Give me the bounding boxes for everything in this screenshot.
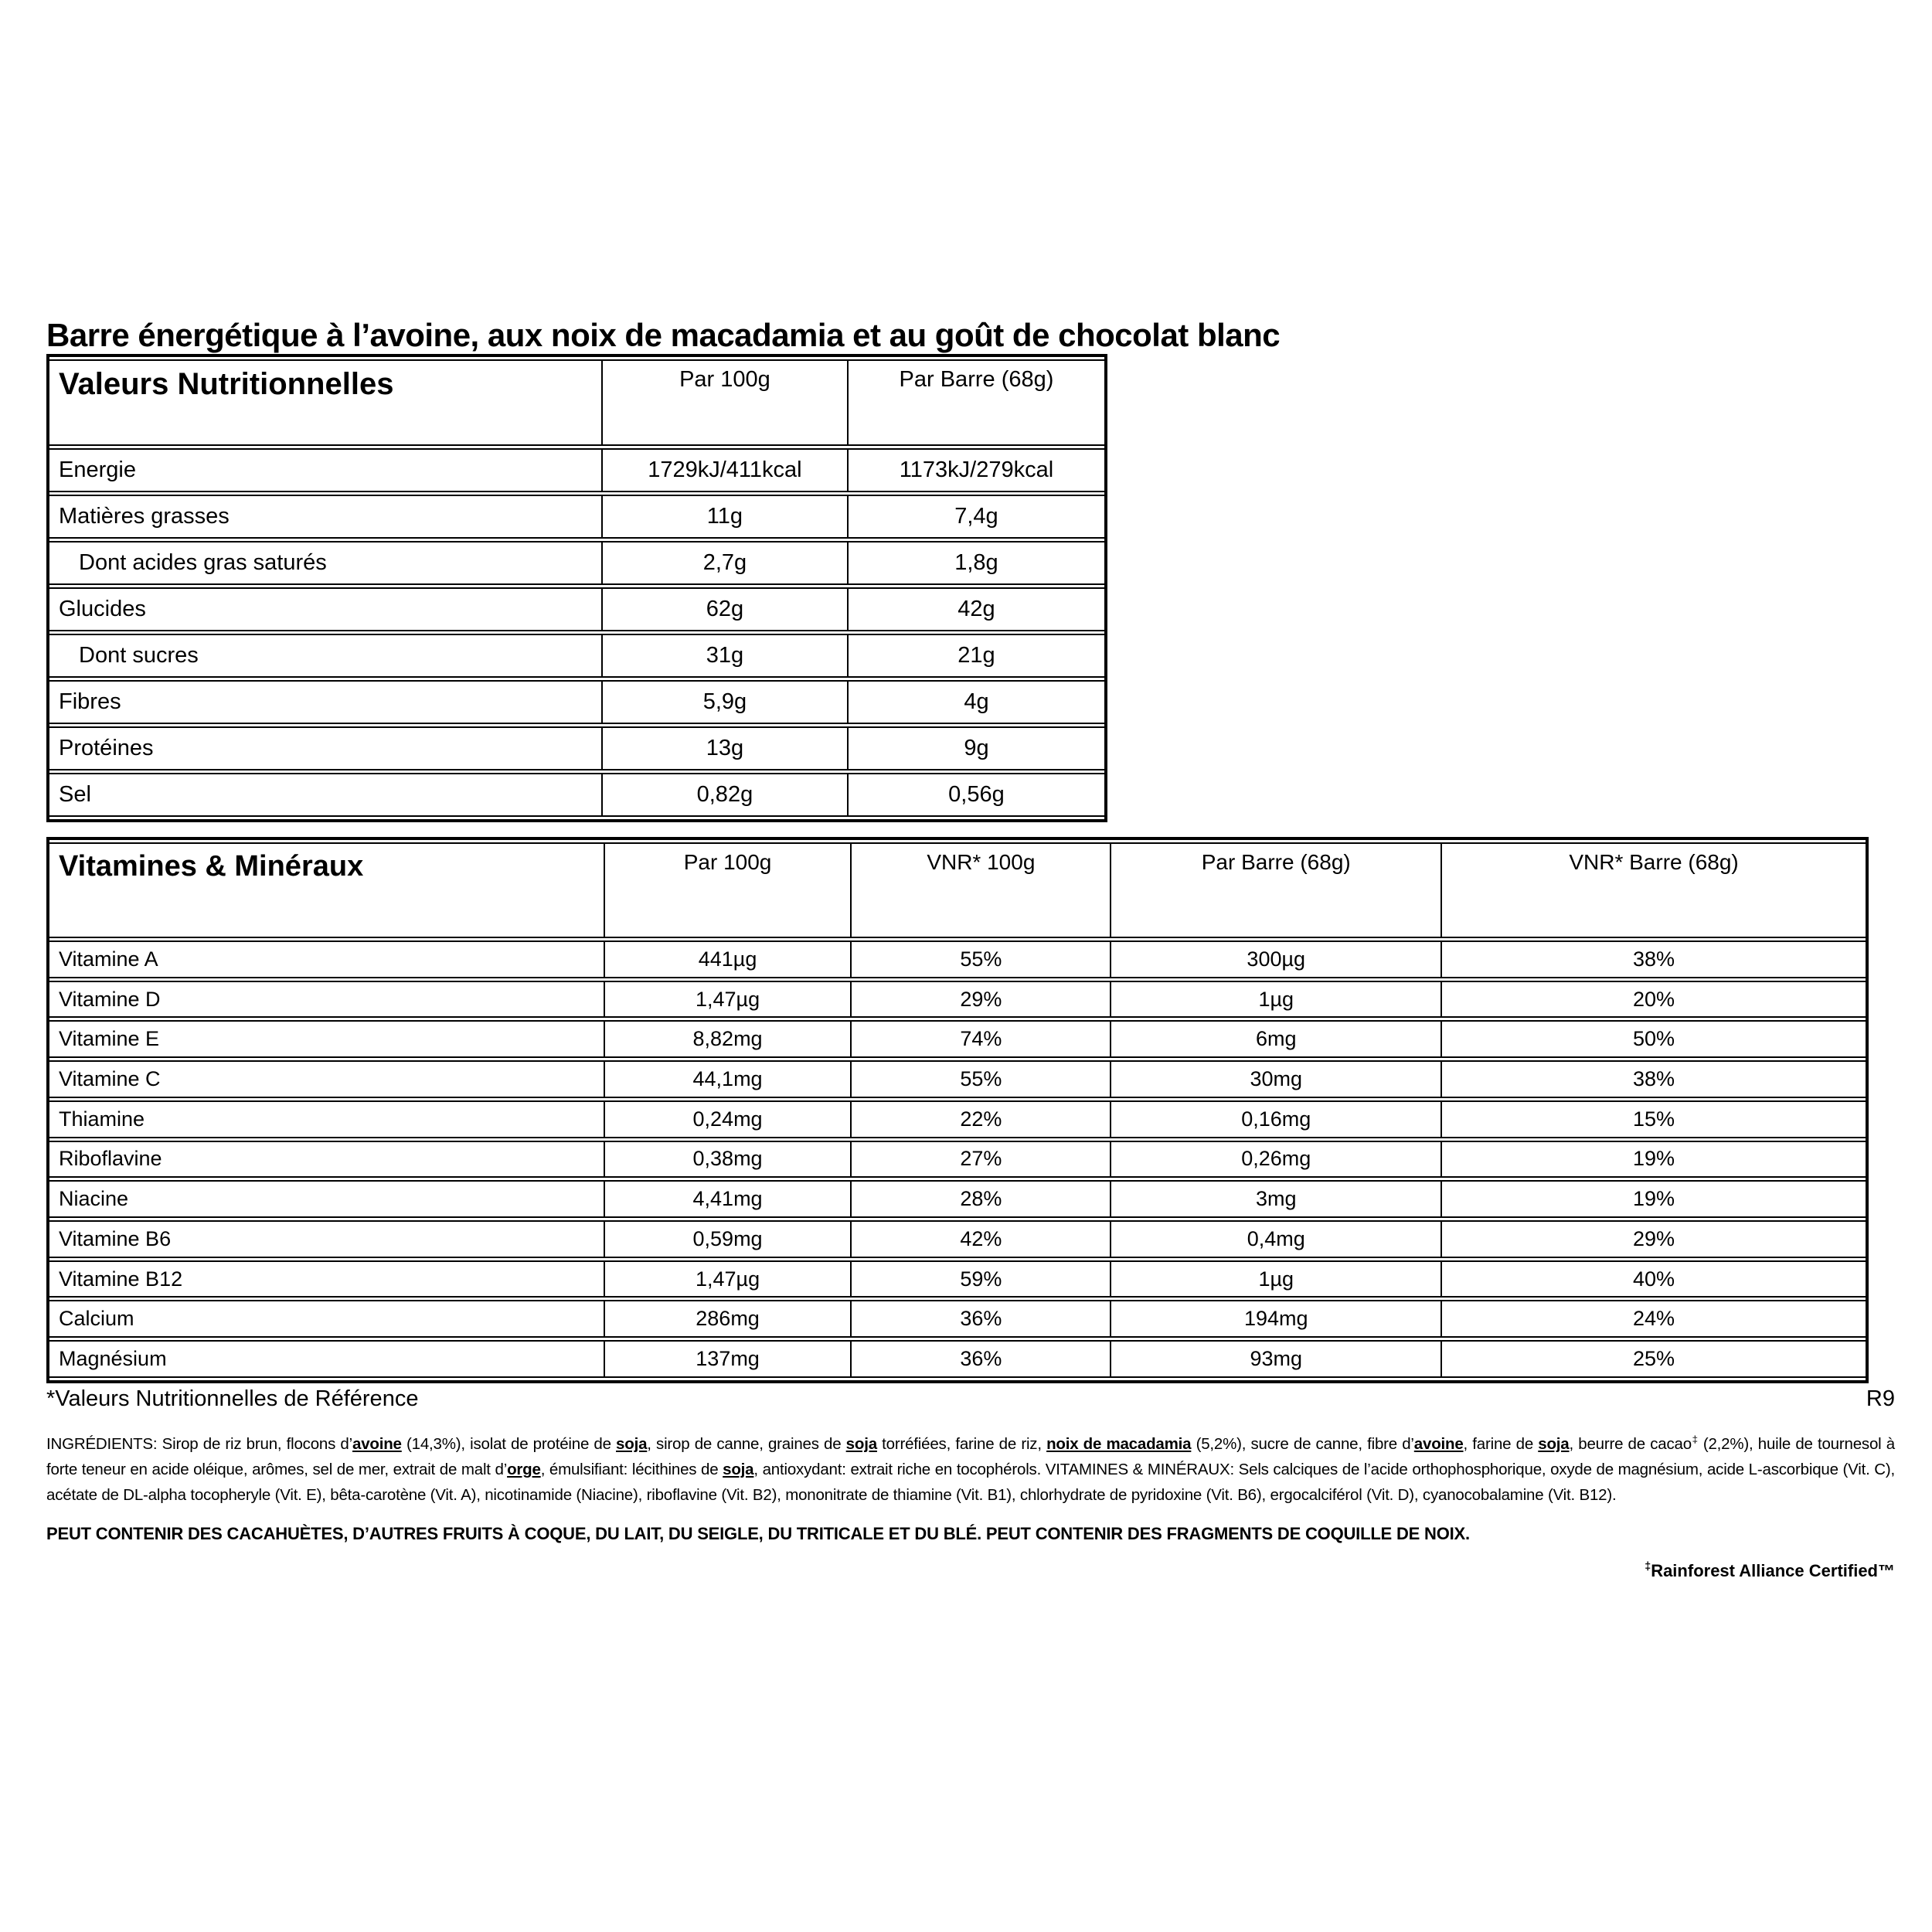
ingredient-allergen: soja bbox=[616, 1435, 648, 1453]
row-label: Vitamine A bbox=[49, 940, 604, 978]
ingredient-allergen: avoine bbox=[352, 1435, 402, 1453]
row-value: 59% bbox=[850, 1260, 1110, 1298]
table-row bbox=[49, 1141, 1866, 1179]
row-value: 40% bbox=[1440, 1260, 1866, 1298]
row-value: 4g bbox=[847, 680, 1104, 724]
row-value: 62g bbox=[601, 587, 847, 631]
row-label: Vitamine B12 bbox=[49, 1260, 604, 1298]
table-row bbox=[49, 1060, 1866, 1098]
row-value: 38% bbox=[1440, 1060, 1866, 1098]
ingredients-paragraph bbox=[46, 1432, 1895, 1508]
table-row bbox=[49, 495, 1104, 539]
nutrition-table-title: Valeurs Nutritionnelles bbox=[49, 359, 601, 446]
column-header: VNR* Barre (68g) bbox=[1440, 842, 1866, 938]
row-value: 36% bbox=[850, 1340, 1110, 1378]
vitamins-minerals-table bbox=[46, 837, 1869, 1383]
column-header: Par 100g bbox=[601, 359, 847, 446]
vnr-footnote: *Valeurs Nutritionnelles de Référence bbox=[46, 1386, 419, 1411]
row-value: 137mg bbox=[604, 1340, 851, 1378]
table-row bbox=[49, 541, 1104, 585]
row-value: 1µg bbox=[1110, 1260, 1440, 1298]
ingredients-text: , beurre de cacao bbox=[1569, 1435, 1692, 1453]
ingredients-text: , farine de bbox=[1463, 1435, 1539, 1453]
nutrition-facts-table bbox=[46, 354, 1107, 822]
row-value: 300µg bbox=[1110, 940, 1440, 978]
column-header: VNR* 100g bbox=[850, 842, 1110, 938]
ingredient-allergen: orge bbox=[507, 1460, 541, 1478]
row-value: 0,82g bbox=[601, 773, 847, 817]
ingredients-text: (2,2%), huile de tournesol à forte teneur en acide oléique, arômes, sel de mer, extrait de malt d’ bbox=[46, 1435, 1895, 1478]
row-label: Dont acides gras saturés bbox=[49, 541, 601, 585]
row-label: Vitamine C bbox=[49, 1060, 604, 1098]
row-value: 0,24mg bbox=[604, 1100, 851, 1138]
row-value: 0,59mg bbox=[604, 1220, 851, 1258]
row-value: 441µg bbox=[604, 940, 851, 978]
ingredients-text: , antioxydant: extrait riche en tocophérols. VITAMINES & MINÉRAUX: Sels calciques de l’acide orthophosphorique, oxyde de magnésium, acide L-ascorbique (Vit. C), acétate de DL-alpha tocopheryle (Vit. E), bêta-carotène (Vit. A), nicotinamide (Niacine), riboflavine (Vit. B2), mononitrate de thiamine (Vit. B1), chlorhydrate de pyridoxine (Vit. B6), ergocalciférol (Vit. D), cyanocobalamine (Vit. B12). bbox=[46, 1460, 1896, 1504]
column-header: Par Barre (68g) bbox=[1110, 842, 1440, 938]
row-value: 44,1mg bbox=[604, 1060, 851, 1098]
row-label: Sel bbox=[49, 773, 601, 817]
row-value: 13g bbox=[601, 726, 847, 770]
row-value: 0,56g bbox=[847, 773, 1104, 817]
footnote-row bbox=[46, 1386, 1895, 1412]
vitamins-table-title: Vitamines & Minéraux bbox=[49, 842, 604, 938]
row-label: Calcium bbox=[49, 1300, 604, 1338]
ingredients-text: , émulsifiant: lécithines de bbox=[540, 1460, 723, 1478]
row-value: 0,26mg bbox=[1110, 1141, 1440, 1179]
row-value: 7,4g bbox=[847, 495, 1104, 539]
row-value: 8,82mg bbox=[604, 1020, 851, 1058]
row-value: 9g bbox=[847, 726, 1104, 770]
row-value: 22% bbox=[850, 1100, 1110, 1138]
row-value: 27% bbox=[850, 1141, 1110, 1179]
row-value: 1173kJ/279kcal bbox=[847, 448, 1104, 492]
row-value: 28% bbox=[850, 1180, 1110, 1218]
row-label: Niacine bbox=[49, 1180, 604, 1218]
row-value: 0,38mg bbox=[604, 1141, 851, 1179]
table-row bbox=[49, 726, 1104, 770]
row-value: 6mg bbox=[1110, 1020, 1440, 1058]
row-value: 38% bbox=[1440, 940, 1866, 978]
nutrition-header-row bbox=[49, 359, 1104, 446]
row-label: Vitamine D bbox=[49, 981, 604, 1019]
row-value: 2,7g bbox=[601, 541, 847, 585]
ingredient-sup: ‡ bbox=[1691, 1434, 1699, 1446]
ingredient-allergen-bold: noix de macadamia bbox=[1046, 1435, 1192, 1453]
row-label: Energie bbox=[49, 448, 601, 492]
row-label: Vitamine E bbox=[49, 1020, 604, 1058]
certification-note bbox=[46, 1561, 1895, 1581]
row-label: Glucides bbox=[49, 587, 601, 631]
row-value: 19% bbox=[1440, 1180, 1866, 1218]
table-row bbox=[49, 773, 1104, 817]
table-row bbox=[49, 1020, 1866, 1058]
row-label: Dont sucres bbox=[49, 634, 601, 678]
ingredients-text: (5,2%), sucre de canne, fibre d’ bbox=[1191, 1435, 1414, 1453]
row-value: 15% bbox=[1440, 1100, 1866, 1138]
ingredient-allergen: soja bbox=[1538, 1435, 1570, 1453]
label-footer-section bbox=[46, 1386, 1895, 1598]
row-label: Vitamine B6 bbox=[49, 1220, 604, 1258]
ingredient-allergen: soja bbox=[845, 1435, 877, 1453]
row-value: 0,4mg bbox=[1110, 1220, 1440, 1258]
ingredients-text: (14,3%), isolat de protéine de bbox=[401, 1435, 617, 1453]
row-label: Thiamine bbox=[49, 1100, 604, 1138]
row-value: 0,16mg bbox=[1110, 1100, 1440, 1138]
row-value: 11g bbox=[601, 495, 847, 539]
row-value: 30mg bbox=[1110, 1060, 1440, 1098]
table-row bbox=[49, 1260, 1866, 1298]
row-value: 50% bbox=[1440, 1020, 1866, 1058]
table-row bbox=[49, 1300, 1866, 1338]
row-label: Protéines bbox=[49, 726, 601, 770]
table-row bbox=[49, 634, 1104, 678]
table-row bbox=[49, 1180, 1866, 1218]
row-value: 194mg bbox=[1110, 1300, 1440, 1338]
row-value: 3mg bbox=[1110, 1180, 1440, 1218]
ingredient-allergen: soja bbox=[723, 1460, 754, 1478]
row-value: 1,47µg bbox=[604, 981, 851, 1019]
row-value: 1,47µg bbox=[604, 1260, 851, 1298]
row-value: 4,41mg bbox=[604, 1180, 851, 1218]
table-row bbox=[49, 1100, 1866, 1138]
table-row bbox=[49, 981, 1866, 1019]
row-value: 1,8g bbox=[847, 541, 1104, 585]
allergen-statement: PEUT CONTENIR DES CACAHUÈTES, D’AUTRES FRUITS À COQUE, DU LAIT, DU SEIGLE, DU TRITICALE ET DU BLÉ. PEUT CONTENIR DES FRAGMENTS DE COQUILLE DE NOIX. bbox=[46, 1523, 1470, 1543]
ingredients-text: , sirop de canne, graines de bbox=[647, 1435, 846, 1453]
row-label: Magnésium bbox=[49, 1340, 604, 1378]
table-row bbox=[49, 448, 1104, 492]
row-label: Riboflavine bbox=[49, 1141, 604, 1179]
row-value: 25% bbox=[1440, 1340, 1866, 1378]
row-value: 1729kJ/411kcal bbox=[601, 448, 847, 492]
ingredients-text: INGRÉDIENTS: Sirop de riz brun, flocons d’ bbox=[46, 1435, 352, 1453]
row-value: 1µg bbox=[1110, 981, 1440, 1019]
row-value: 74% bbox=[850, 1020, 1110, 1058]
row-value: 29% bbox=[1440, 1220, 1866, 1258]
column-header: Par 100g bbox=[604, 842, 851, 938]
column-header: Par Barre (68g) bbox=[847, 359, 1104, 446]
double-dagger-mark: ‡ bbox=[1645, 1560, 1651, 1573]
row-value: 31g bbox=[601, 634, 847, 678]
row-value: 55% bbox=[850, 940, 1110, 978]
row-value: 42g bbox=[847, 587, 1104, 631]
row-value: 24% bbox=[1440, 1300, 1866, 1338]
row-label: Matières grasses bbox=[49, 495, 601, 539]
row-value: 36% bbox=[850, 1300, 1110, 1338]
row-value: 5,9g bbox=[601, 680, 847, 724]
vitamins-header-row bbox=[49, 842, 1866, 938]
ingredients-text: torréfiées, farine de riz, bbox=[876, 1435, 1047, 1453]
table-row bbox=[49, 940, 1866, 978]
row-value: 20% bbox=[1440, 981, 1866, 1019]
row-value: 286mg bbox=[604, 1300, 851, 1338]
product-title: Barre énergétique à l’avoine, aux noix de macadamia et au goût de chocolat blanc bbox=[46, 317, 1281, 354]
row-value: 93mg bbox=[1110, 1340, 1440, 1378]
row-label: Fibres bbox=[49, 680, 601, 724]
row-value: 55% bbox=[850, 1060, 1110, 1098]
row-value: 42% bbox=[850, 1220, 1110, 1258]
table-row bbox=[49, 680, 1104, 724]
row-value: 19% bbox=[1440, 1141, 1866, 1179]
row-value: 21g bbox=[847, 634, 1104, 678]
vitamins-table bbox=[49, 840, 1866, 1380]
ingredient-allergen: avoine bbox=[1413, 1435, 1464, 1453]
nutrition-table bbox=[49, 357, 1104, 819]
certification-text: Rainforest Alliance Certified™ bbox=[1651, 1560, 1895, 1580]
table-row bbox=[49, 1220, 1866, 1258]
table-row bbox=[49, 1340, 1866, 1378]
table-row bbox=[49, 587, 1104, 631]
row-value: 29% bbox=[850, 981, 1110, 1019]
revision-code: R9 bbox=[1866, 1386, 1895, 1411]
